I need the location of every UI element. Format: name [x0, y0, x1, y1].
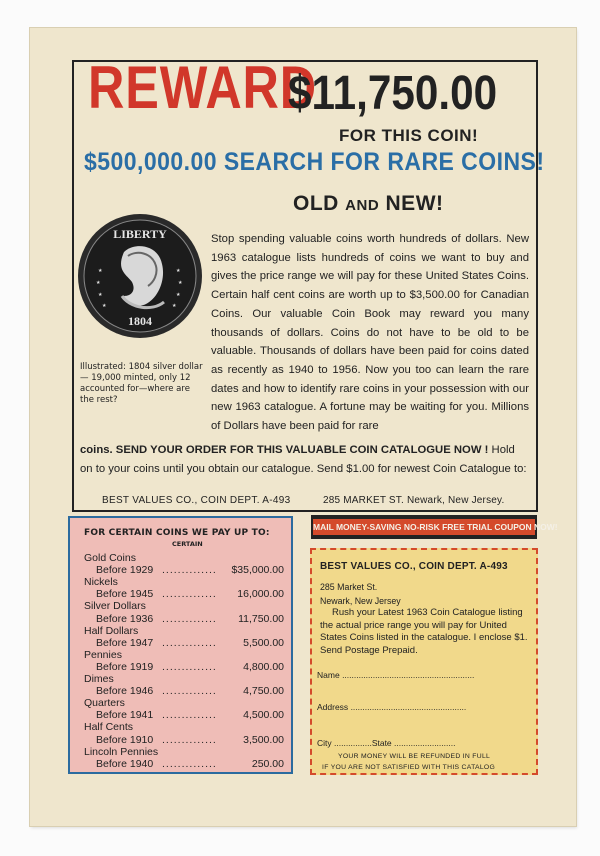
old-and-new-headline — [293, 192, 444, 216]
price-row-label: Before 1946 — [96, 685, 154, 698]
price-row-value: 16,000.00 — [237, 588, 284, 601]
svg-text:★: ★ — [172, 304, 177, 309]
coupon-city-state-field[interactable]: City ................State .......................... — [317, 738, 456, 748]
svg-text:★: ★ — [102, 304, 107, 309]
svg-text:★: ★ — [96, 281, 101, 286]
svg-text:★: ★ — [176, 269, 181, 274]
coupon-name-field[interactable]: Name ........................................................ — [317, 670, 475, 680]
price-row-value: $35,000.00 — [231, 564, 284, 577]
reward-amount: $11,750.00 — [288, 67, 498, 120]
price-row-leader: .............. — [162, 685, 217, 698]
price-row-value: 11,750.00 — [238, 612, 284, 625]
price-row-leader: .............. — [162, 709, 217, 722]
svg-text:★: ★ — [98, 269, 103, 274]
old-word: OLD — [293, 192, 339, 215]
price-row-label: Pennies — [84, 648, 122, 661]
silver-dollar-coin-icon — [76, 212, 204, 340]
price-row-leader: .............. — [162, 660, 217, 673]
price-row-value: 250.00 — [251, 757, 284, 770]
price-row-label: Before 1919 — [96, 660, 154, 673]
refund-guarantee-line-2: IF YOU ARE NOT SATISFIED WITH THIS CATALOG — [322, 764, 496, 771]
price-row-label: Nickels — [84, 576, 118, 589]
price-row-label: Before 1945 — [96, 588, 154, 601]
coins-word: coins. — [80, 444, 113, 456]
refund-guarantee-line-1: YOUR MONEY WILL BE REFUNDED IN FULL — [338, 753, 491, 760]
svg-text:★: ★ — [176, 293, 181, 298]
price-row-label: Dimes — [84, 673, 114, 685]
coupon-banner: MAIL MONEY-SAVING NO-RISK FREE TRIAL COUPON NOW! — [313, 519, 535, 535]
price-row-value: 3,500.00 — [243, 733, 284, 746]
price-row-leader: .............. — [162, 636, 217, 649]
price-row-label: Lincoln Pennies — [84, 745, 159, 758]
price-row-label: Gold Coins — [84, 552, 136, 564]
and-word: AND — [345, 197, 380, 214]
coupon-street: 285 Market St. — [320, 582, 378, 592]
price-row-label: Half Cents — [84, 721, 134, 734]
price-row-value: 4,750.00 — [243, 685, 284, 698]
price-row-value: 4,800.00 — [243, 660, 284, 673]
svg-text:★: ★ — [98, 293, 103, 298]
price-row-leader: .............. — [162, 612, 217, 625]
price-row-leader: .............. — [162, 564, 217, 577]
for-this-coin-text: FOR THIS COIN! — [339, 126, 479, 145]
price-list-title: FOR CERTAIN COINS WE PAY UP TO: — [84, 528, 270, 538]
coupon-address-field[interactable]: Address ................................................. — [317, 702, 467, 712]
company-street: 285 MARKET ST. Newark, New Jersey. — [323, 495, 505, 506]
price-row-label: Half Dollars — [84, 624, 139, 637]
price-row-label: Before 1941 — [96, 709, 154, 722]
price-row-value: 5,500.00 — [243, 636, 284, 649]
ad-body-tail — [80, 441, 530, 478]
search-headline: $500,000.00 SEARCH FOR RARE COINS! — [84, 148, 545, 176]
svg-text:★: ★ — [178, 281, 183, 286]
price-row-label: Before 1947 — [96, 636, 154, 649]
reward-headline: REWARD — [88, 54, 318, 121]
coupon-company: BEST VALUES CO., COIN DEPT. A-493 — [320, 561, 508, 572]
price-row-label: Quarters — [84, 697, 125, 710]
coupon-city: Newark, New Jersey — [320, 596, 401, 606]
order-now-text: SEND YOUR ORDER FOR THIS VALUABLE COIN CATALOGUE NOW ! — [115, 444, 489, 456]
price-row-leader: .............. — [162, 588, 217, 601]
price-list-subtitle: CERTAIN — [172, 540, 203, 548]
price-row-leader: .............. — [162, 757, 217, 770]
catalogue-instructions: Hold on to your coins until you obtain our catalogue. Send $1.00 for newest Coin Catalogue to: — [80, 444, 527, 475]
coupon-text: Rush your Latest 1963 Coin Catalogue listing the actual price range you will pay for United States Coins listed in the catalogue. I enclose $1. Send Postage Prepaid. — [320, 607, 528, 656]
price-row-value: 4,500.00 — [243, 709, 284, 722]
price-row-label: Before 1929 — [96, 564, 154, 577]
coin-legend: LIBERTY — [113, 227, 167, 241]
coin-year: 1804 — [128, 314, 152, 328]
price-row-label: Before 1910 — [96, 733, 154, 746]
new-word: NEW! — [385, 192, 444, 215]
company-name: BEST VALUES CO., COIN DEPT. A-493 — [102, 495, 291, 506]
price-row-leader: .............. — [162, 733, 217, 746]
price-row-label: Silver Dollars — [84, 600, 146, 613]
ad-body-text: Stop spending valuable coins worth hundreds of dollars. New 1963 catalogue lists hundreds of coins we want to buy and gives the price range we will pay for these United States Coins. Certain half cent coins are worth up to $3,500.00 for Canadian Coins. Our valuable Coin Book may reward you many thousands of dollars. Coins do not have to be old to be valuable. Thousands of dollars have been paid for coins dated as recently as 1940 to 1956. Now you too can learn the rare dates and how to identify rare coins in your possession with our new 1963 catalogue. A fortune may be waiting for you. Millions of Dollars have been paid for rare — [211, 233, 529, 433]
coin-caption: Illustrated: 1804 silver dollar — 19,000 minted, only 12 accounted for—where are the rest? — [80, 362, 203, 405]
price-row-label: Before 1936 — [96, 612, 154, 625]
price-row-label: Before 1940 — [96, 757, 154, 770]
